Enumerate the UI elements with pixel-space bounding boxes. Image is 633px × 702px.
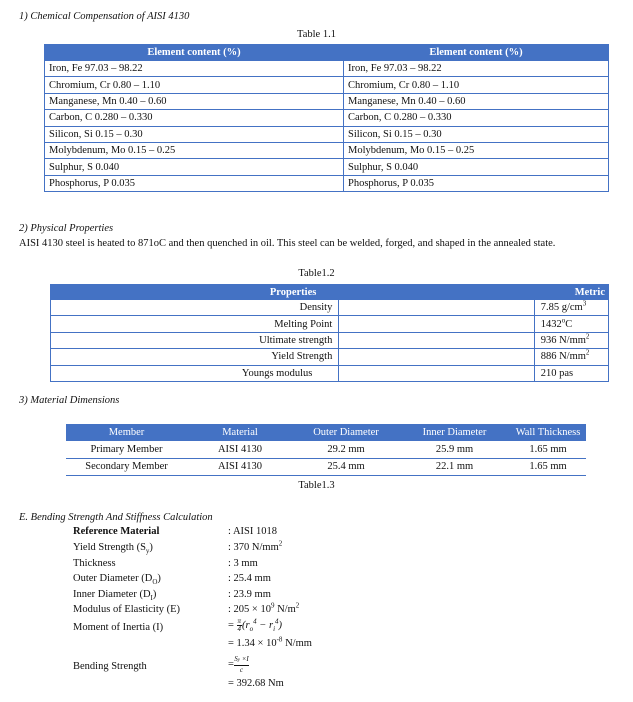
table-caption-1-3: Table1.3: [298, 480, 335, 491]
property-value: 210 pas: [534, 365, 608, 381]
table-header-row: [66, 424, 586, 441]
table-cell: Sulphur, S 0.040: [45, 159, 344, 175]
column-header: Element content (%): [344, 45, 609, 61]
table-cell: Secondary Member: [66, 458, 187, 476]
thickness-label: Thickness: [73, 558, 116, 569]
modulus-value: : $205 \times 10^9$ $N/m^2$: [228, 601, 300, 615]
column-header: Properties: [51, 285, 339, 300]
table-row: [66, 458, 586, 476]
table-caption-1-1: Table 1.1: [297, 29, 336, 40]
column-header: [339, 285, 534, 300]
table-cell: [339, 316, 534, 332]
section-heading-chemical: 1) Chemical Compensation of AISI 4130: [19, 11, 190, 22]
property-name: Melting Point: [51, 316, 339, 332]
column-header: Material: [187, 424, 293, 441]
inner-diameter-value: : 23.9 mm: [228, 589, 271, 600]
bending-strength-result: = 392.68 Nm: [228, 678, 284, 689]
table-row: [45, 159, 609, 175]
column-header: Wall Thickness: [510, 424, 586, 441]
table-cell: Carbon, C 0.280 – 0.330: [45, 110, 344, 126]
thickness-value: : 3 mm: [228, 558, 258, 569]
property-name: Yield Strength: [51, 349, 339, 365]
property-name: Density: [51, 300, 339, 316]
table-cell: 29.2 mm: [293, 441, 399, 459]
table-cell: Phosphorus, P 0.035: [45, 175, 344, 191]
table-row: [51, 349, 609, 365]
property-name: Ultimate strength: [51, 332, 339, 348]
table-row: [45, 175, 609, 191]
table-cell: 1.65 mm: [510, 458, 586, 476]
table-row: [45, 93, 609, 109]
material-dimensions-table: [66, 424, 586, 476]
column-header: Member: [66, 424, 187, 441]
table-cell: Molybdenum, Mo 0.15 – 0.25: [45, 142, 344, 158]
table-row: [51, 332, 609, 348]
bending-strength-formula: =Sy ×I c: [228, 655, 249, 674]
table-cell: 1.65 mm: [510, 441, 586, 459]
table-row: [45, 110, 609, 126]
table-cell: 25.9 mm: [399, 441, 510, 459]
table-row: [51, 316, 609, 332]
moment-of-inertia-result: = $1.34 \times 10^{-8}$ N/mm: [228, 635, 312, 649]
moment-of-inertia-formula: = $\frac{\pi}{4}(r_o^4 - r_i^4)$: [228, 617, 283, 633]
table-cell: 25.4 mm: [293, 458, 399, 476]
table-cell: Silicon, Si 0.15 – 0.30: [344, 126, 609, 142]
modulus-label: Modulus of Elasticity (E): [73, 604, 181, 615]
inner-diameter-label: Inner Diameter $(D_I)$: [73, 589, 157, 603]
table-cell: AISI 4130: [187, 458, 293, 476]
section-heading-bending: E. Bending Strength And Stiffness Calculation: [19, 512, 213, 523]
property-value: 1432$^o$C: [534, 316, 608, 332]
yield-strength-label: Yield Strength $(S_y)$: [73, 542, 153, 556]
table-cell: [339, 332, 534, 348]
table-row: [45, 77, 609, 93]
table-cell: [339, 349, 534, 365]
table-cell: Manganese, Mn 0.40 – 0.60: [344, 93, 609, 109]
table-row: [51, 300, 609, 316]
table-cell: Primary Member: [66, 441, 187, 459]
table-cell: Manganese, Mn 0.40 – 0.60: [45, 93, 344, 109]
column-header: Outer Diameter: [293, 424, 399, 441]
column-header: Inner Diameter: [399, 424, 510, 441]
table-cell: Phosphorus, P 0.035: [344, 175, 609, 191]
property-value: 936 $N/mm^2$: [534, 332, 608, 348]
property-value: 886 $N/mm^2$: [534, 349, 608, 365]
table-cell: Iron, Fe 97.03 – 98.22: [344, 61, 609, 77]
yield-strength-value: : 370 $N/mm^2$: [228, 539, 283, 553]
table-cell: Molybdenum, Mo 0.15 – 0.25: [344, 142, 609, 158]
reference-material-value: : AISI 1018: [228, 526, 278, 537]
outer-diameter-value: : 25.4 mm: [228, 573, 271, 584]
table-cell: Silicon, Si 0.15 – 0.30: [45, 126, 344, 142]
physical-properties-paragraph: AISI 4130 steel is heated to 871oC and then quenched in oil. This steel can be welded, forged, and shaped in the annealed state.: [19, 238, 556, 249]
table-caption-1-2: Table1.2: [298, 268, 335, 279]
table-cell: Chromium, Cr 0.80 – 1.10: [344, 77, 609, 93]
moment-of-inertia-label: Moment of Inertia (I): [73, 622, 164, 633]
table-row: [66, 441, 586, 459]
property-value: 7.85 $g/cm^3$: [534, 300, 608, 316]
table-cell: 22.1 mm: [399, 458, 510, 476]
section-heading-physical: 2) Physical Properties: [19, 223, 114, 234]
table-cell: [339, 365, 534, 381]
outer-diameter-label: Outer Diameter $(D_O)$: [73, 573, 161, 587]
table-cell: Chromium, Cr 0.80 – 1.10: [45, 77, 344, 93]
table-row: [45, 61, 609, 77]
section-heading-dimensions: 3) Material Dimensions: [19, 395, 120, 406]
table-row: [51, 365, 609, 381]
table-cell: Iron, Fe 97.03 – 98.22: [45, 61, 344, 77]
physical-properties-table: [50, 284, 609, 382]
chemical-composition-table: [44, 44, 609, 192]
column-header: Element content (%): [45, 45, 344, 61]
table-row: [45, 142, 609, 158]
table-cell: AISI 4130: [187, 441, 293, 459]
table-row: [45, 126, 609, 142]
table-cell: Sulphur, S 0.040: [344, 159, 609, 175]
table-cell: Carbon, C 0.280 – 0.330: [344, 110, 609, 126]
reference-material-label: Reference Material: [73, 526, 160, 537]
property-name: Youngs modulus: [51, 365, 339, 381]
table-header-row: [45, 45, 609, 61]
bending-strength-label: Bending Strength: [73, 661, 147, 672]
column-header: Metric: [534, 285, 608, 300]
table-cell: [339, 300, 534, 316]
table-header-row: [51, 285, 609, 300]
